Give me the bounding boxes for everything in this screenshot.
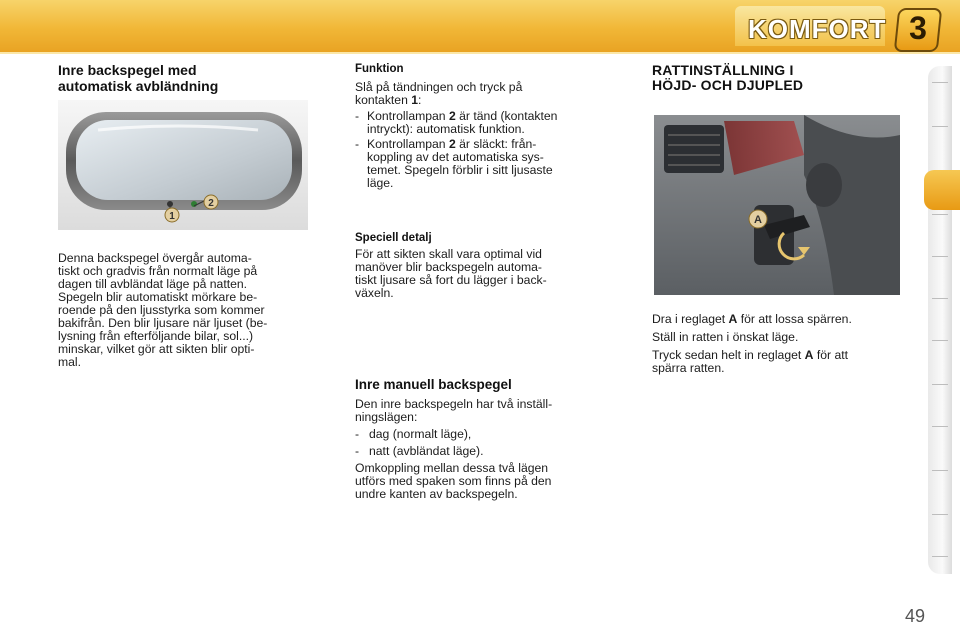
list-item: - dag (normalt läge),: [355, 427, 472, 441]
manual-mirror-text: Den inre backspegeln har två inställ- ningslägen: - dag (normalt läge), - natt (avbländat läge). Omkoppling mellan dessa två lägen utförs med spaken som finns på den undre kanten av backspegeln.: [355, 398, 605, 501]
list-item: - Kontrollampan 2 är släckt: från- koppling av det automatiska sys- temet. Spegeln förblir i sitt ljusaste läge.: [355, 137, 553, 190]
callout-1-label: 1: [169, 211, 175, 222]
chapter-tab-divider: [932, 298, 948, 299]
chapter-tab-divider: [932, 514, 948, 515]
chapter-tab-divider: [932, 82, 948, 83]
auto-mirror-description: Denna backspegel övergår automa- tiskt och gradvis från normalt läge på dagen till avbländat läge på natten. Spegeln blir automatiskt mörkare be- roende på den ljusstyrka som kommer bakifrån. Den blir ljusare när ljuset (be- lysning från efterföljande bilar, sol...) minskar, vilket gör att sikten blir opti- mal.: [58, 251, 268, 369]
list-item: - Kontrollampan 2 är tänd (kontakten intryckt): automatisk funktion.: [355, 109, 558, 136]
chapter-title: KOMFORT: [748, 14, 887, 44]
section-title-manual-mirror: Inre manuell backspegel: [355, 377, 512, 392]
chapter-tab-divider: [932, 556, 948, 557]
chapter-tab-divider: [932, 256, 948, 257]
callout-a-icon: [749, 210, 767, 228]
header-divider: [0, 52, 960, 54]
funktion-intro: Slå på tändningen och tryck på kontakten 1:: [355, 80, 523, 107]
chapter-tab-active: [924, 170, 960, 210]
chapter-tab-divider: [932, 426, 948, 427]
steering-instructions: Dra i reglaget A för att lossa spärren. Ställ in ratten i önskat läge. Tryck sedan helt in reglaget A för att spärra ratten.: [652, 313, 912, 375]
callout-a-label: A: [754, 214, 762, 226]
step-1: Dra i reglaget A för att lossa spärren.: [652, 312, 852, 326]
rearview-mirror-illustration: [58, 100, 308, 230]
chapter-tab-strip: [928, 66, 952, 574]
section-title-auto-mirror: Inre backspegel med automatisk avbländning: [58, 62, 219, 94]
step-2: Ställ in ratten i önskat läge.: [652, 330, 799, 344]
chapter-tab-divider: [932, 340, 948, 341]
step-3: Tryck sedan helt in reglaget A för att: [652, 348, 849, 362]
chapter-tab-divider: [932, 384, 948, 385]
callout-1-icon: [165, 208, 179, 222]
chapter-tab-divider: [932, 214, 948, 215]
chapter-tab-divider: [932, 126, 948, 127]
section-title-steering-adjustment: RATTINSTÄLLNING I HÖJD- OCH DJUPLED: [652, 62, 804, 93]
funktion-list: [355, 110, 605, 190]
page-number: 49: [905, 606, 926, 626]
speciell-detalj-text: För att sikten skall vara optimal vid manöver blir backspegeln automa- tiskt ljusare så fort du lägger i back- växeln.: [355, 247, 547, 300]
list-item: - natt (avbländat läge).: [355, 444, 484, 458]
subheading-speciell-detalj: Speciell detalj: [355, 232, 432, 244]
callout-2-icon: [204, 195, 218, 209]
steering-column-illustration: [654, 115, 900, 295]
chapter-tab-divider: [932, 470, 948, 471]
subheading-funktion: Funktion: [355, 63, 404, 75]
chapter-number: 3: [909, 10, 927, 46]
callout-2-label: 2: [208, 198, 214, 209]
